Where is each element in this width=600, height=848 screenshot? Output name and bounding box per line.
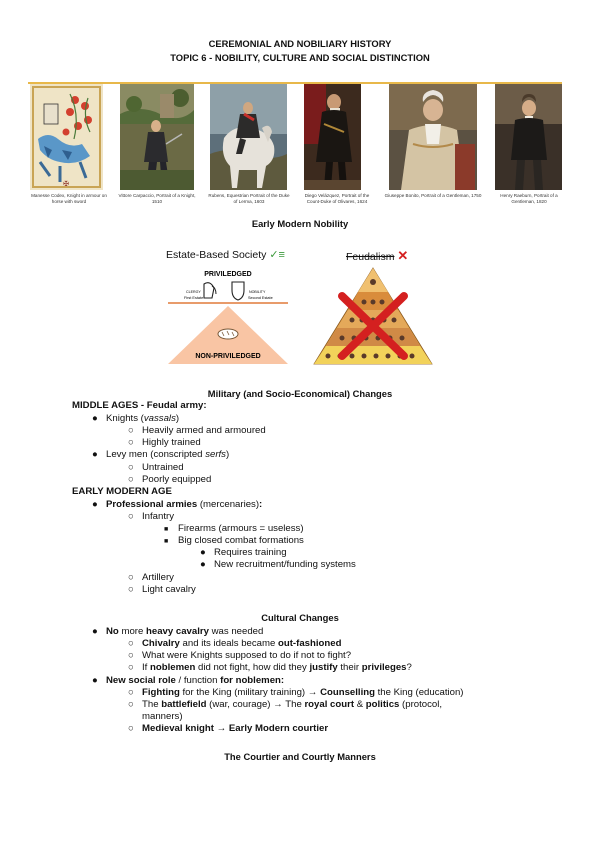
portrait-bonito <box>389 84 477 190</box>
the: The <box>142 699 162 710</box>
no-bold: No <box>106 626 119 637</box>
priviledged-label: PRIVILEDGED <box>204 271 252 278</box>
second-estate-label: Second Estate <box>248 296 273 300</box>
what-were-text: What were Knights supposed to do if not to fight? <box>142 650 352 661</box>
medieval-knight: Medieval knight <box>142 723 214 734</box>
nobility-label: NOBILITY <box>249 290 266 294</box>
prof-colon: : <box>259 499 263 510</box>
bread-icon <box>218 329 238 339</box>
list-item-chivalry: ○ Chivalry and its ideals became out-fashioned <box>128 638 342 649</box>
portrait-rubens <box>210 84 287 190</box>
portrait-manesse <box>30 84 103 190</box>
caption-2: Vittore Carpaccio, Portrait of a Knight, 1510 <box>118 193 196 204</box>
qmark: ? <box>406 662 412 673</box>
requires-text: Requires training <box>214 547 287 558</box>
heading-military: Military (and Socio-Economical) Changes <box>207 388 393 399</box>
new-role: New social role <box>106 675 176 686</box>
feudalism-title <box>346 248 408 264</box>
check-icon: ✓≡ <box>269 249 285 261</box>
list-item-medieval-knight: ○ Medieval knight → Early Modern courtier <box>128 723 329 734</box>
politics: politics <box>365 699 400 710</box>
levy-text: Levy men (conscripted <box>106 449 206 460</box>
caption-1: Manesse Codex, Knight in armour on horse with sword <box>31 193 107 204</box>
counselling: Counselling <box>320 687 375 698</box>
firearms-text: Firearms (armours = useless) <box>178 523 304 534</box>
list-item-poorly: ○ Poorly equipped <box>128 474 212 485</box>
estate-title <box>166 248 285 261</box>
heavy-cav: heavy cavalry <box>146 626 209 637</box>
doc-title: CEREMONIAL AND NOBILIARY HISTORY <box>208 38 392 49</box>
portrait-raeburn <box>495 84 562 190</box>
heading-early-modern-nobility: Early Modern Nobility <box>251 218 349 229</box>
light-cavalry-text: Light cavalry <box>142 584 196 595</box>
middle-ages-label: MIDDLE AGES - Feudal army: <box>72 400 207 411</box>
praying-hands-icon <box>204 283 216 298</box>
shield-icon <box>232 282 244 300</box>
function-for: / function <box>175 675 221 686</box>
list-item-what-were: ○ What were Knights supposed to do if not to fight? <box>128 650 352 661</box>
list-item-no-heavy: ● No more heavy cavalry was needed <box>92 626 264 637</box>
infantry-text: Infantry <box>142 511 174 522</box>
their: their <box>337 662 362 673</box>
heading-courtier: The Courtier and Courtly Manners <box>224 751 376 762</box>
battlefield: battlefield <box>161 699 207 710</box>
early-modern-age-label: EARLY MODERN AGE <box>72 486 172 497</box>
list-item-manners: manners) <box>142 711 183 722</box>
non-priviledged-label: NON-PRIVILEDGED <box>195 353 261 360</box>
list-item-levy: ● Levy men (conscripted serfs) <box>92 449 230 460</box>
cross-icon: ✕ <box>397 248 409 263</box>
privileges: privileges <box>361 662 407 673</box>
list-item-fighting: ○ Fighting for the King (military training) → Counselling the King (education) <box>128 687 464 698</box>
did-not: did not fight, how did they <box>195 662 310 673</box>
fighting: Fighting <box>142 687 180 698</box>
list-item-heavily: ○ Heavily armed and armoured <box>128 425 266 436</box>
justify: justify <box>309 662 338 673</box>
heading-cultural: Cultural Changes <box>261 612 339 623</box>
vassals-text: vassals <box>143 413 176 424</box>
caption-5: Giuseppe Bonito, Portrait of a Gentleman, 1750 <box>384 193 482 198</box>
feudalism-title-text: Feudalism <box>346 251 395 263</box>
list-item-firearms: ■ Firearms (armours = useless) <box>164 523 304 534</box>
if-pre: If <box>142 662 150 673</box>
first-estate-label: First Estate <box>184 296 204 300</box>
levy-close: ) <box>225 449 230 460</box>
amp: & <box>354 699 366 710</box>
list-item-big-closed: ■ Big closed combat formations <box>164 535 304 546</box>
list-item-untrained: ○ Untrained <box>128 462 184 473</box>
svg-text:✠: ✠ <box>63 180 69 188</box>
protocol: (protocol, <box>399 699 443 710</box>
doc-subtitle: TOPIC 6 - NOBILITY, CULTURE AND SOCIAL DISTINCTION <box>170 52 430 63</box>
royal-court: royal court <box>304 699 355 710</box>
no-more: more <box>118 626 146 637</box>
untrained-text: Untrained <box>142 462 184 473</box>
portrait-velazquez <box>304 84 361 190</box>
list-item-trained: ○ Highly trained <box>128 437 201 448</box>
list-item-if-noblemen: ○ If noblemen did not fight, how did they justify their privileges? <box>128 662 412 673</box>
was-needed: was needed <box>208 626 264 637</box>
for-king1: for the King (military training) → <box>179 687 321 698</box>
knights-close: ) <box>175 413 180 424</box>
prof-bold: Professional armies <box>106 499 198 510</box>
war-courage: (war, courage) → The <box>206 699 305 710</box>
list-item-knights: ● Knights (vassals) <box>92 413 180 424</box>
estate-title-text: Estate-Based Society <box>166 249 267 261</box>
list-item-new-recruit: ● New recruitment/funding systems <box>200 559 356 570</box>
feudal-pyramid <box>312 266 434 366</box>
image-strip-divider <box>28 82 562 84</box>
caption-4: Diego Velázquez, Portrait of the Count-Duke of Olivares, 1624 <box>304 193 370 204</box>
trained-text: Highly trained <box>142 437 201 448</box>
list-item-new-role: ● New social role / function for noblemen: <box>92 675 285 686</box>
for-king2: the King (education) <box>374 687 464 698</box>
serfs-text: serfs <box>205 449 226 460</box>
caption-6: Henry Raeburn, Portrait of a Gentleman, 1820 <box>500 193 558 204</box>
list-item-battlefield: ○ The battlefield (war, courage) → The royal court & politics (protocol, <box>128 699 443 710</box>
big-closed-text: Big closed combat formations <box>178 535 304 546</box>
for-noblemen: for noblemen: <box>220 675 285 686</box>
noblemen: noblemen <box>150 662 196 673</box>
artillery-text: Artillery <box>142 572 174 583</box>
list-item-artillery: ○ Artillery <box>128 572 174 583</box>
ideals: and its ideals became <box>179 638 279 649</box>
clergy-label: CLERGY <box>186 290 201 294</box>
new-recruit-text: New recruitment/funding systems <box>214 559 356 570</box>
caption-3: Rubens, Equestrian Portrait of the Duke of Lerma, 1603 <box>208 193 290 204</box>
list-item-infantry: ○ Infantry <box>128 511 174 522</box>
early-courtier: Early Modern courtier <box>228 723 329 734</box>
list-item-requires: ● Requires training <box>200 547 287 558</box>
list-item-professional: ● Professional armies (mercenaries): <box>92 499 263 510</box>
list-item-light-cavalry: ○ Light cavalry <box>128 584 196 595</box>
chivalry: Chivalry <box>142 638 180 649</box>
prof-rest: (mercenaries) <box>197 499 260 510</box>
heavily-text: Heavily armed and armoured <box>142 425 266 436</box>
portrait-carpaccio <box>120 84 194 190</box>
out-fashioned: out-fashioned <box>278 638 342 649</box>
estate-pyramid <box>164 266 292 368</box>
arrow: → <box>213 723 229 734</box>
poorly-text: Poorly equipped <box>142 474 212 485</box>
knights-text: Knights ( <box>106 413 144 424</box>
